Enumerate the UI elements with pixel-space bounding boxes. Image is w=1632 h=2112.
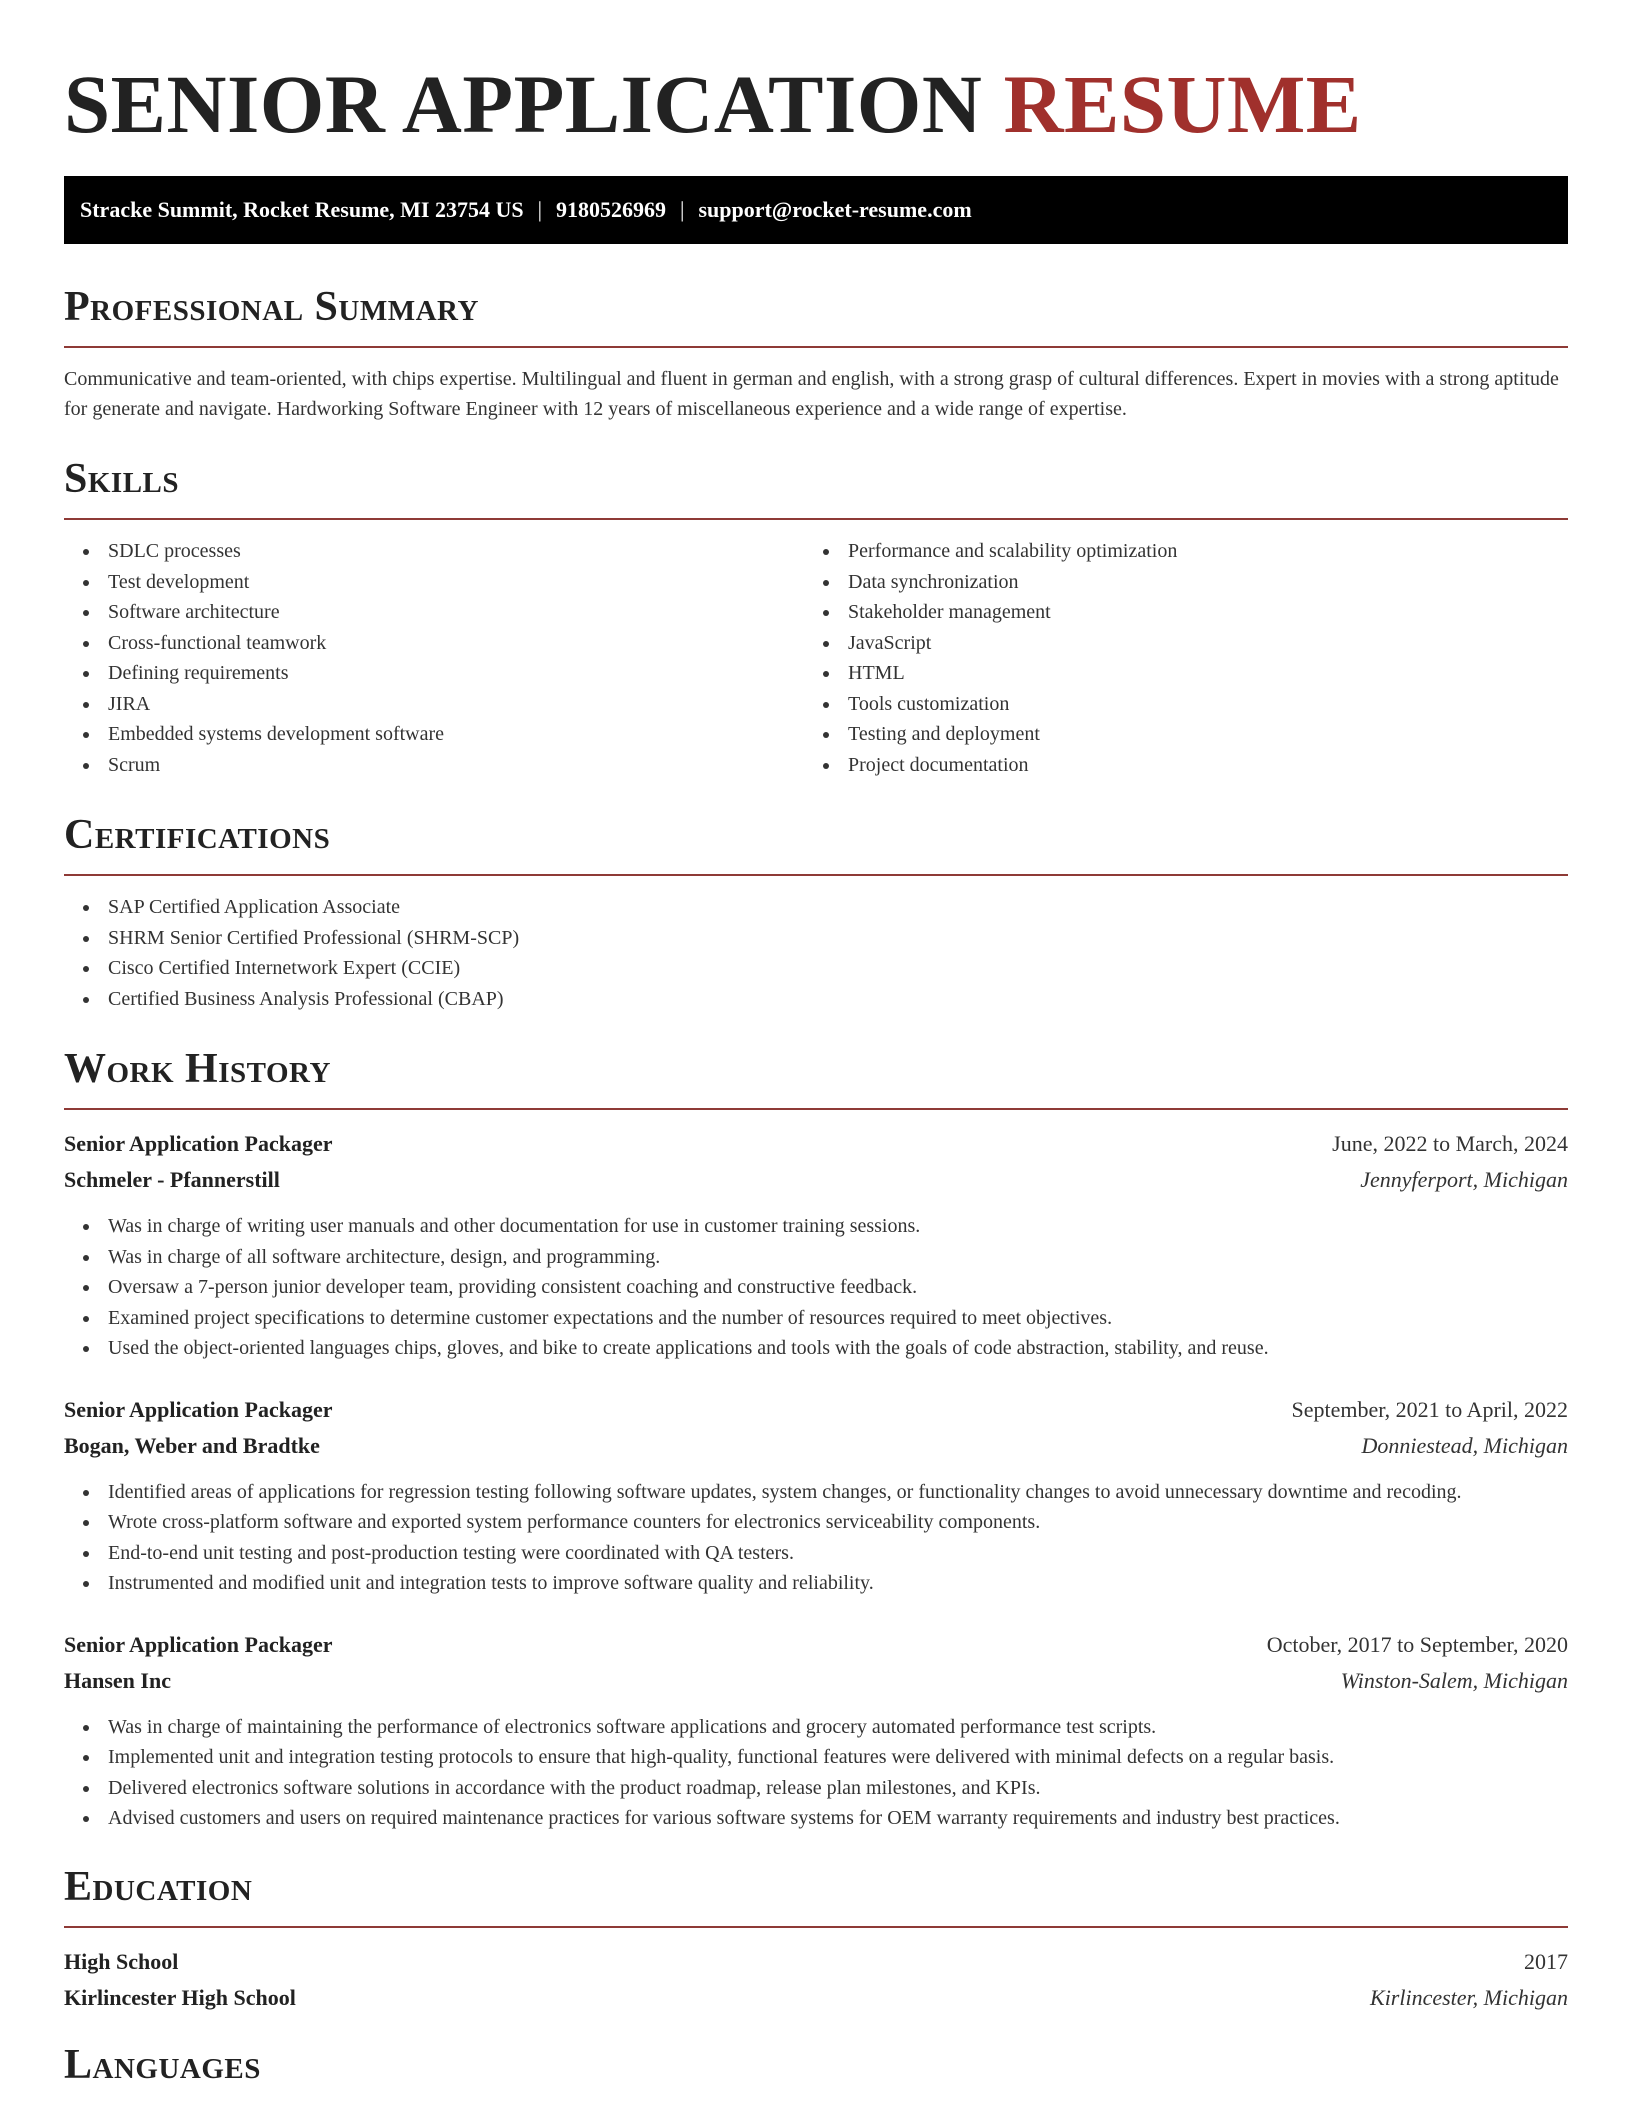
- section-divider: [64, 1108, 1568, 1110]
- certifications-section: [64, 810, 1568, 1014]
- skill-item: Tools customization: [804, 689, 1544, 720]
- education-section: [64, 1862, 1568, 2016]
- skills-grid: [64, 536, 1568, 780]
- job-location: Winston-Salem, Michigan: [1340, 1667, 1568, 1693]
- job-bullet: Was in charge of writing user manuals and other documentation for use in customer training sessions.: [64, 1211, 1568, 1242]
- skill-item: Stakeholder management: [804, 597, 1544, 628]
- education-year: 2017: [1524, 1948, 1568, 1974]
- skill-item: Test development: [64, 567, 804, 598]
- work-history-section: [64, 1044, 1568, 1834]
- contact-phone: 9180526969: [556, 197, 667, 222]
- contact-separator: |: [537, 197, 543, 222]
- title-accent: RESUME: [1003, 58, 1362, 150]
- education-location: Kirlincester, Michigan: [1370, 1984, 1568, 2010]
- job-dates: June, 2022 to March, 2024: [1332, 1131, 1568, 1156]
- section-heading-certifications: Certifications: [64, 812, 331, 858]
- job-bullet: Was in charge of all software architecture, design, and programming.: [64, 1242, 1568, 1273]
- job-location: Donniestead, Michigan: [1361, 1432, 1568, 1458]
- section-divider: [64, 346, 1568, 348]
- education-entry: [64, 1944, 1568, 2016]
- skill-item: Scrum: [64, 750, 804, 781]
- job-bullet: Wrote cross-platform software and exported system performance counters for electronics serviceability components.: [64, 1507, 1568, 1538]
- job-entry: [64, 1126, 1568, 1364]
- job-company: Bogan, Weber and Bradtke: [64, 1432, 320, 1458]
- job-bullet: Used the object-oriented languages chips, gloves, and bike to create applications and tools with the goals of code abstraction, stability, and reuse.: [64, 1333, 1568, 1364]
- job-bullet: Implemented unit and integration testing protocols to ensure that high-quality, functional features were delivered with minimal defects on a regular basis.: [64, 1742, 1568, 1773]
- skill-item: Cross-functional teamwork: [64, 628, 804, 659]
- resume-title: [64, 56, 1568, 152]
- job-dates: September, 2021 to April, 2022: [1291, 1396, 1568, 1422]
- skill-item: Embedded systems development software: [64, 719, 804, 750]
- certification-item: SAP Certified Application Associate: [64, 892, 1568, 923]
- summary-text: Communicative and team-oriented, with chips expertise. Multilingual and fluent in german and english, with a strong grasp of cultural differences. Expert in movies with a strong aptitude for generate and navigate. Hardworking Software Engineer with 12 years of miscellaneous experience and a wide range of expertise.: [64, 368, 1559, 420]
- contact-separator: |: [680, 197, 685, 222]
- certification-item: SHRM Senior Certified Professional (SHRM-SCP): [64, 923, 1568, 954]
- education-degree: High School: [64, 1948, 179, 1974]
- contact-email[interactable]: support@rocket-resume.com: [698, 197, 972, 222]
- section-divider: [64, 1926, 1568, 1928]
- skill-item: HTML: [804, 658, 1544, 689]
- job-location: Jennyferport, Michigan: [1360, 1167, 1568, 1192]
- job-entry: [64, 1392, 1568, 1599]
- job-header-row: [64, 1627, 1568, 1663]
- job-title: Senior Application Packager: [64, 1631, 333, 1657]
- job-header-row: [64, 1392, 1568, 1428]
- skill-item: Defining requirements: [64, 658, 804, 689]
- job-dates: October, 2017 to September, 2020: [1266, 1631, 1568, 1657]
- section-heading-education: Education: [64, 1863, 253, 1910]
- job-bullet: Delivered electronics software solutions in accordance with the product roadmap, release plan milestones, and KPIs.: [64, 1773, 1568, 1804]
- job-bullet: Examined project specifications to determine customer expectations and the number of resources required to meet objectives.: [64, 1303, 1568, 1334]
- skill-item: Software architecture: [64, 597, 804, 628]
- job-company: Hansen Inc: [64, 1667, 171, 1693]
- job-entry: [64, 1627, 1568, 1834]
- skills-list-left: [64, 536, 804, 780]
- summary-section: [64, 282, 1568, 424]
- skill-item: JIRA: [64, 689, 804, 720]
- languages-section: [64, 2040, 1568, 2090]
- education-header-row: [64, 1944, 1568, 1980]
- section-heading-skills: Skills: [64, 456, 180, 502]
- job-bullet: Was in charge of maintaining the performance of electronics software applications and grocery automated performance test scripts.: [64, 1712, 1568, 1743]
- job-company-row: [64, 1428, 1568, 1464]
- education-school: Kirlincester High School: [64, 1984, 296, 2010]
- section-heading-summary: Professional Summary: [64, 284, 479, 330]
- title-main: SENIOR APPLICATION: [64, 58, 983, 150]
- education-school-row: [64, 1980, 1568, 2016]
- job-company-row: [64, 1162, 1568, 1198]
- certification-item: Cisco Certified Internetwork Expert (CCIE): [64, 953, 1568, 984]
- job-company-row: [64, 1663, 1568, 1699]
- skill-item: SDLC processes: [64, 536, 804, 567]
- section-divider: [64, 518, 1568, 520]
- job-title: Senior Application Packager: [64, 1131, 333, 1156]
- section-heading-languages: Languages: [64, 2041, 261, 2088]
- skill-item: JavaScript: [804, 628, 1544, 659]
- certifications-list: [64, 892, 1568, 1014]
- job-title: Senior Application Packager: [64, 1396, 333, 1422]
- job-bullet: Identified areas of applications for regression testing following software updates, system changes, or functionality changes to avoid unnecessary downtime and recoding.: [64, 1477, 1568, 1508]
- skills-section: [64, 454, 1568, 780]
- contact-address: Stracke Summit, Rocket Resume, MI 23754 US: [80, 197, 524, 222]
- job-bullet: Oversaw a 7-person junior developer team, providing consistent coaching and constructive feedback.: [64, 1272, 1568, 1303]
- section-heading-work-history: Work History: [64, 1046, 331, 1092]
- job-header-row: [64, 1126, 1568, 1162]
- section-divider: [64, 874, 1568, 876]
- job-company: Schmeler - Pfannerstill: [64, 1167, 280, 1192]
- skills-list-right: [804, 536, 1544, 780]
- job-responsibilities: [64, 1477, 1568, 1599]
- job-responsibilities: [64, 1211, 1568, 1364]
- job-responsibilities: [64, 1712, 1568, 1834]
- contact-bar: [64, 176, 1568, 244]
- certification-item: Certified Business Analysis Professional (CBAP): [64, 984, 1568, 1015]
- job-bullet: Advised customers and users on required maintenance practices for various software systems for OEM warranty requirements and industry best practices.: [64, 1803, 1568, 1834]
- skill-item: Project documentation: [804, 750, 1544, 781]
- job-bullet: End-to-end unit testing and post-production testing were coordinated with QA testers.: [64, 1538, 1568, 1569]
- skill-item: Data synchronization: [804, 567, 1544, 598]
- skill-item: Performance and scalability optimization: [804, 536, 1544, 567]
- skill-item: Testing and deployment: [804, 719, 1544, 750]
- job-bullet: Instrumented and modified unit and integration tests to improve software quality and reliability.: [64, 1568, 1568, 1599]
